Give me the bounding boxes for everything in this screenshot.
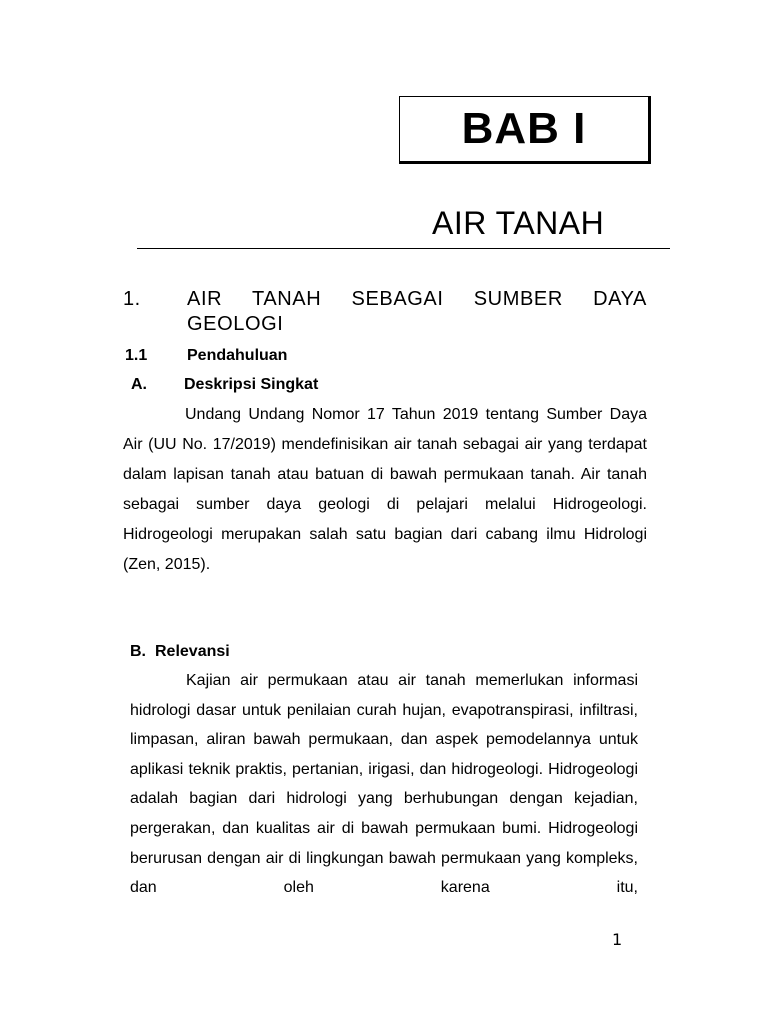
part-a-paragraph: Undang Undang Nomor 17 Tahun 2019 tentang Sumber Daya Air (UU No. 17/2019) mendefinisikan air tanah sebagai air yang terdapat dalam lapisan tanah atau batuan di bawah permukaan tanah. Air tanah sebagai sumber daya geologi di pelajari melalui Hidrogeologi. Hidrogeologi merupakan salah satu bagian dari cabang ilmu Hidrologi (Zen, 2015). bbox=[123, 406, 647, 573]
chapter-label-box bbox=[399, 96, 651, 164]
part-b-paragraph: Kajian air permukaan atau air tanah memerlukan informasi hidrologi dasar untuk penilaian curah hujan, evapotranspirasi, infiltrasi, limpasan, aliran bawah permukaan, dan aspek pemodelannya untuk aplikasi teknik praktis, pertanian, irigasi, dan hidrogeologi. Hidrogeologi adalah bagian dari hidrologi yang berhubungan dengan kejadian, pergerakan, dan kualitas air di bawah permukaan bumi. Hidrogeologi berurusan dengan air di lingkungan bawah permukaan yang kompleks, dan oleh karena itu, bbox=[130, 672, 638, 897]
chapter-title: AIR TANAH bbox=[432, 205, 605, 241]
part-b-letter: B. bbox=[130, 643, 146, 660]
part-b-title: Relevansi bbox=[155, 643, 230, 660]
subsection-number: 1.1 bbox=[125, 347, 148, 364]
subsection-title: Pendahuluan bbox=[187, 347, 288, 364]
section-number: 1. bbox=[123, 288, 141, 310]
page-number: 1 bbox=[612, 930, 623, 949]
part-a-letter: A. bbox=[131, 376, 147, 393]
chapter-label: BAB I bbox=[461, 104, 587, 153]
part-b-heading bbox=[130, 642, 230, 662]
section-title: AIR TANAH SEBAGAI SUMBER DAYA GEOLOGI bbox=[187, 288, 647, 335]
part-a-heading: Deskripsi Singkat bbox=[184, 376, 319, 393]
title-divider bbox=[137, 248, 670, 249]
